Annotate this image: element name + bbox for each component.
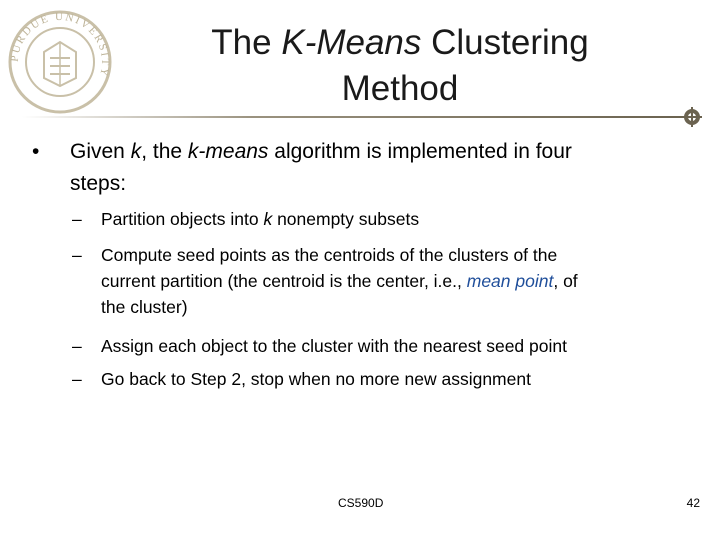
step-text: Compute seed points as the centroids of the clusters of the current partition (the centroid is the center, i.e., mean point, of the cluster) [101, 245, 578, 317]
seal-text: PURDUE UNIVERSITY [8, 10, 112, 80]
title-line-2: Method [341, 69, 459, 108]
title-line-1: The K-Means Clustering [211, 23, 589, 62]
step-dash: – [72, 209, 82, 229]
mean-point-term: mean point [466, 271, 554, 291]
page-number: 42 [686, 496, 700, 510]
bullet-dot: • [32, 140, 40, 163]
step-dash: – [72, 336, 82, 356]
main-bullet-text: Given k, the k-means algorithm is implemented in four steps: [70, 140, 572, 195]
step-text: Assign each object to the cluster with the nearest seed point [101, 336, 567, 356]
step-dash: – [72, 369, 82, 389]
step-text: Partition objects into k nonempty subsets [101, 209, 420, 229]
slide-title [140, 20, 660, 112]
footer-course: CS590D [338, 496, 384, 510]
step-dash: – [72, 245, 82, 265]
ornament-icon [681, 106, 703, 128]
university-seal-icon [6, 8, 114, 116]
title-divider [22, 116, 682, 118]
step-text: Go back to Step 2, stop when no more new assignment [101, 369, 531, 389]
